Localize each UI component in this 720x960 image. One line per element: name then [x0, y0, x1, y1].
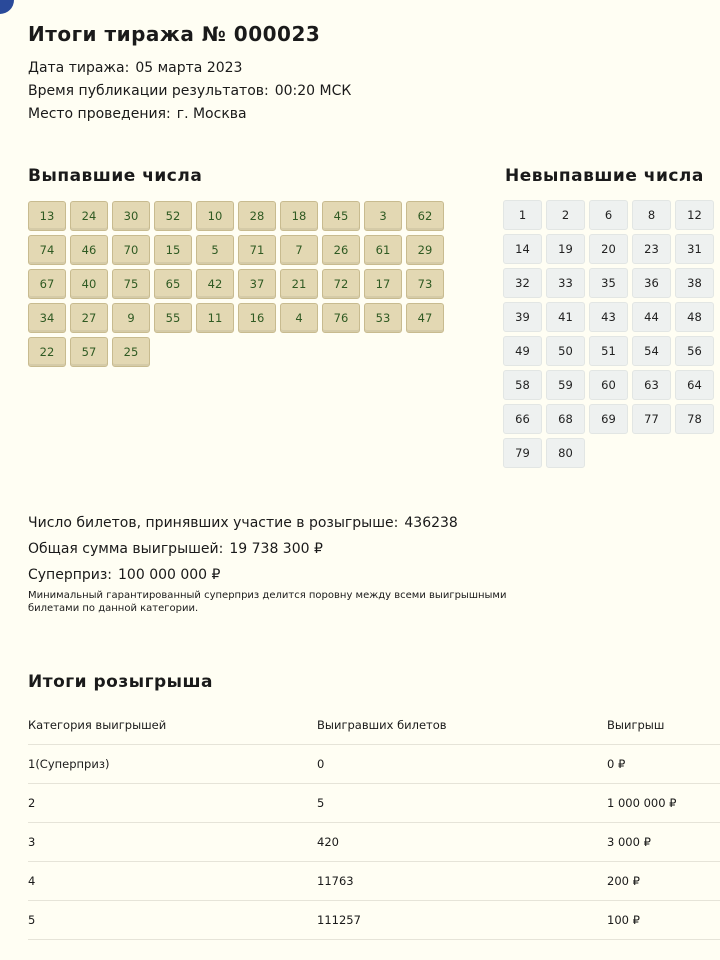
- drawn-number-ball: 71: [238, 235, 276, 265]
- drawn-number-ball: 67: [28, 269, 66, 299]
- drawn-number-ball: 15: [154, 235, 192, 265]
- draw-date: [28, 60, 351, 77]
- drawn-number-ball: 17: [364, 269, 402, 299]
- undrawn-number-ball: 19: [546, 234, 585, 264]
- page-title: Итоги тиража № 000023: [28, 22, 321, 46]
- drawn-number-ball: 61: [364, 235, 402, 265]
- undrawn-number-ball: 60: [589, 370, 628, 400]
- category-cell: 1(Суперприз): [28, 745, 317, 784]
- undrawn-number-ball: 14: [503, 234, 542, 264]
- drawn-number-ball: 25: [112, 337, 150, 367]
- drawn-number-ball: 21: [280, 269, 318, 299]
- table-row: [28, 862, 720, 901]
- prize-cell: 100 ₽: [607, 901, 720, 940]
- drawn-number-ball: 9: [112, 303, 150, 333]
- undrawn-number-ball: 51: [589, 336, 628, 366]
- drawn-number-ball: 72: [322, 269, 360, 299]
- undrawn-number-ball: 12: [675, 200, 714, 230]
- undrawn-number-ball: 54: [632, 336, 671, 366]
- undrawn-number-ball: 41: [546, 302, 585, 332]
- drawn-number-ball: 34: [28, 303, 66, 333]
- prize-cell: 3 000 ₽: [607, 823, 720, 862]
- draw-date-label: Дата тиража:: [28, 60, 130, 76]
- undrawn-number-ball: 77: [632, 404, 671, 434]
- drawn-numbers-title: Выпавшие числа: [28, 166, 203, 186]
- undrawn-number-ball: 48: [675, 302, 714, 332]
- category-cell: 3: [28, 823, 317, 862]
- undrawn-number-ball: 23: [632, 234, 671, 264]
- drawn-number-ball: 11: [196, 303, 234, 333]
- tickets-count: [28, 514, 528, 532]
- undrawn-number-ball: 20: [589, 234, 628, 264]
- results-header-row: [28, 706, 720, 745]
- drawn-number-ball: 26: [322, 235, 360, 265]
- drawn-number-ball: 74: [28, 235, 66, 265]
- drawn-number-ball: 55: [154, 303, 192, 333]
- draw-header: [28, 22, 351, 129]
- drawn-number-ball: 29: [406, 235, 444, 265]
- table-row: [28, 784, 720, 823]
- results-title: Итоги розыгрыша: [28, 672, 214, 692]
- corner-accent: [0, 0, 14, 14]
- draw-date-value: 05 марта 2023: [135, 60, 243, 76]
- drawn-number-ball: 70: [112, 235, 150, 265]
- winners-cell: 420: [317, 823, 607, 862]
- undrawn-number-ball: 50: [546, 336, 585, 366]
- undrawn-number-ball: 31: [675, 234, 714, 264]
- undrawn-number-ball: 64: [675, 370, 714, 400]
- publish-time: [28, 83, 351, 100]
- location-label: Место проведения:: [28, 106, 171, 122]
- undrawn-number-ball: 63: [632, 370, 671, 400]
- undrawn-number-ball: 43: [589, 302, 628, 332]
- undrawn-number-ball: 56: [675, 336, 714, 366]
- undrawn-number-ball: 33: [546, 268, 585, 298]
- superprize-value: 100 000 000 ₽: [118, 567, 221, 583]
- undrawn-number-ball: 8: [632, 200, 671, 230]
- drawn-number-ball: 37: [238, 269, 276, 299]
- total-winnings: [28, 540, 528, 558]
- undrawn-number-ball: 44: [632, 302, 671, 332]
- undrawn-number-ball: 39: [503, 302, 542, 332]
- publish-time-label: Время публикации результатов:: [28, 83, 269, 99]
- undrawn-number-ball: 49: [503, 336, 542, 366]
- location-value: г. Москва: [176, 106, 247, 122]
- total-winnings-value: 19 738 300 ₽: [229, 541, 323, 557]
- superprize: [28, 566, 528, 584]
- undrawn-number-ball: 2: [546, 200, 585, 230]
- tickets-count-label: Число билетов, принявших участие в розыгрыше:: [28, 515, 399, 531]
- undrawn-number-ball: 38: [675, 268, 714, 298]
- prize-cell: 200 ₽: [607, 862, 720, 901]
- drawn-number-ball: 24: [70, 201, 108, 231]
- winners-cell: 0: [317, 745, 607, 784]
- winners-cell: 11763: [317, 862, 607, 901]
- results-table: [28, 706, 720, 940]
- table-row: [28, 745, 720, 784]
- undrawn-number-ball: 36: [632, 268, 671, 298]
- drawn-number-ball: 42: [196, 269, 234, 299]
- drawn-number-ball: 27: [70, 303, 108, 333]
- winners-cell: 5: [317, 784, 607, 823]
- undrawn-number-ball: 68: [546, 404, 585, 434]
- superprize-label: Суперприз:: [28, 567, 113, 583]
- drawn-number-ball: 7: [280, 235, 318, 265]
- category-cell: 5: [28, 901, 317, 940]
- drawn-number-ball: 3: [364, 201, 402, 231]
- undrawn-numbers-title: Невыпавшие числа: [505, 166, 704, 186]
- drawn-number-ball: 45: [322, 201, 360, 231]
- drawn-number-ball: 5: [196, 235, 234, 265]
- prize-cell: 1 000 000 ₽: [607, 784, 720, 823]
- undrawn-number-ball: 66: [503, 404, 542, 434]
- drawn-number-ball: 53: [364, 303, 402, 333]
- winners-cell: 111257: [317, 901, 607, 940]
- undrawn-number-ball: 78: [675, 404, 714, 434]
- drawn-number-ball: 28: [238, 201, 276, 231]
- undrawn-number-ball: 58: [503, 370, 542, 400]
- drawn-number-ball: 73: [406, 269, 444, 299]
- publish-time-value: 00:20 МСК: [274, 83, 352, 99]
- column-header-prize: Выигрыш: [607, 706, 720, 745]
- undrawn-number-ball: 1: [503, 200, 542, 230]
- undrawn-numbers-grid: [503, 200, 714, 468]
- drawn-number-ball: 10: [196, 201, 234, 231]
- drawn-numbers-grid: [28, 201, 444, 367]
- undrawn-number-ball: 32: [503, 268, 542, 298]
- category-cell: 4: [28, 862, 317, 901]
- drawn-number-ball: 18: [280, 201, 318, 231]
- drawn-number-ball: 65: [154, 269, 192, 299]
- drawn-number-ball: 75: [112, 269, 150, 299]
- drawn-number-ball: 30: [112, 201, 150, 231]
- undrawn-number-ball: 35: [589, 268, 628, 298]
- total-winnings-label: Общая сумма выигрышей:: [28, 541, 224, 557]
- prize-cell: 0 ₽: [607, 745, 720, 784]
- drawn-number-ball: 40: [70, 269, 108, 299]
- column-header-category: Категория выигрышей: [28, 706, 317, 745]
- drawn-number-ball: 57: [70, 337, 108, 367]
- category-cell: 2: [28, 784, 317, 823]
- table-row: [28, 823, 720, 862]
- drawn-number-ball: 76: [322, 303, 360, 333]
- undrawn-number-ball: 6: [589, 200, 628, 230]
- location: [28, 106, 351, 123]
- drawn-number-ball: 4: [280, 303, 318, 333]
- drawn-number-ball: 52: [154, 201, 192, 231]
- undrawn-number-ball: 79: [503, 438, 542, 468]
- drawn-number-ball: 22: [28, 337, 66, 367]
- drawn-number-ball: 47: [406, 303, 444, 333]
- drawn-number-ball: 16: [238, 303, 276, 333]
- tickets-count-value: 436238: [404, 515, 458, 531]
- undrawn-number-ball: 59: [546, 370, 585, 400]
- draw-stats: [28, 514, 528, 615]
- column-header-winners: Выигравших билетов: [317, 706, 607, 745]
- drawn-number-ball: 13: [28, 201, 66, 231]
- table-row: [28, 901, 720, 940]
- undrawn-number-ball: 80: [546, 438, 585, 468]
- undrawn-number-ball: 69: [589, 404, 628, 434]
- superprize-note: Минимальный гарантированный суперприз делится поровну между всеми выигрышными билетами по данной категории.: [28, 590, 507, 614]
- drawn-number-ball: 46: [70, 235, 108, 265]
- drawn-number-ball: 62: [406, 201, 444, 231]
